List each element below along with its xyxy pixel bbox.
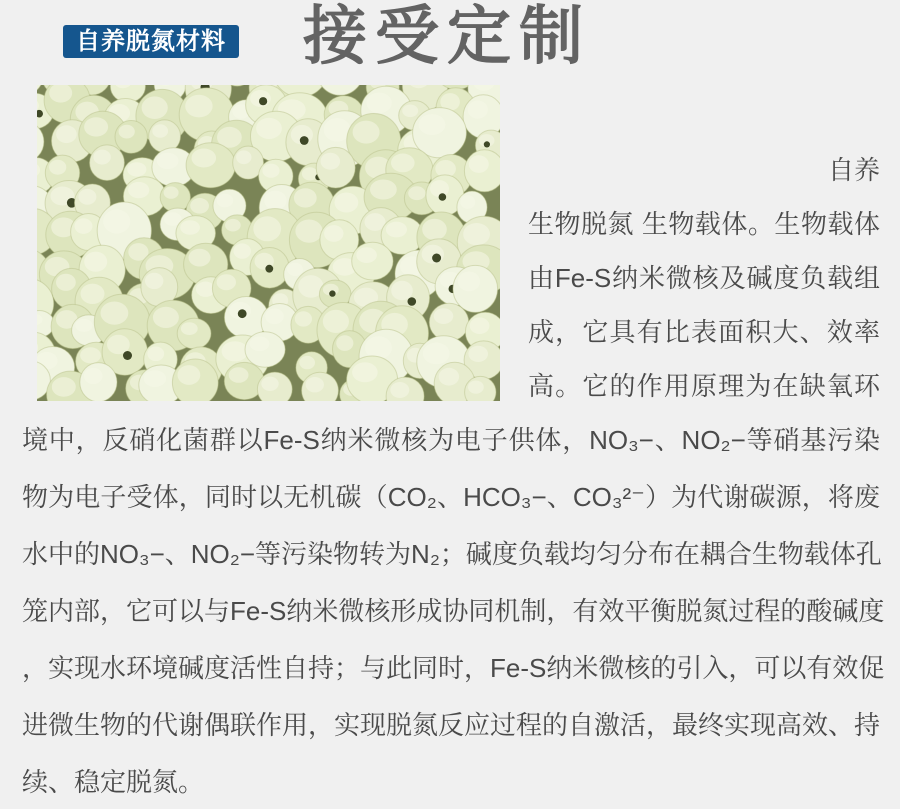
text-line: 境中，反硝化菌群以Fe-S纳米微核为电子供体，NO₃−、NO₂−等硝基污染 — [22, 425, 880, 455]
page-title: 接受定制 — [303, 1, 591, 72]
product-category-badge: 自养脱氮材料 — [63, 25, 239, 58]
text-line: 笼内部，它可以与Fe-S纳米微核形成协同机制，有效平衡脱氮过程的酸碱度 — [22, 596, 885, 626]
text-line: 物为电子受体，同时以无机碳（CO₂、HCO₃−、CO₃²⁻）为代谢碳源，将废 — [22, 482, 880, 512]
intro-text-column — [528, 143, 880, 413]
bead-granules-illustration — [37, 85, 500, 401]
text-line: 由Fe-S纳米微核及碱度负载组 — [528, 263, 880, 293]
text-line: 进微生物的代谢偶联作用，实现脱氮反应过程的自激活，最终实现高效、持 — [22, 710, 881, 740]
text-line: 水中的NO₃−、NO₂−等污染物转为N₂；碱度负载均匀分布在耦合生物载体孔 — [22, 539, 882, 569]
body-text-block — [22, 412, 885, 809]
text-line: 生物脱氮 生物载体。生物载体 — [528, 209, 880, 239]
product-photo — [37, 85, 500, 401]
text-line: 成，它具有比表面积大、效率 — [528, 317, 880, 347]
text-line: 自养 — [827, 155, 880, 185]
text-line: 续、稳定脱氮。 — [22, 767, 205, 797]
text-line: 高。它的作用原理为在缺氧环 — [528, 371, 880, 401]
text-line: ，实现水环境碱度活性自持；与此同时，Fe-S纳米微核的引入，可以有效促 — [22, 653, 885, 683]
